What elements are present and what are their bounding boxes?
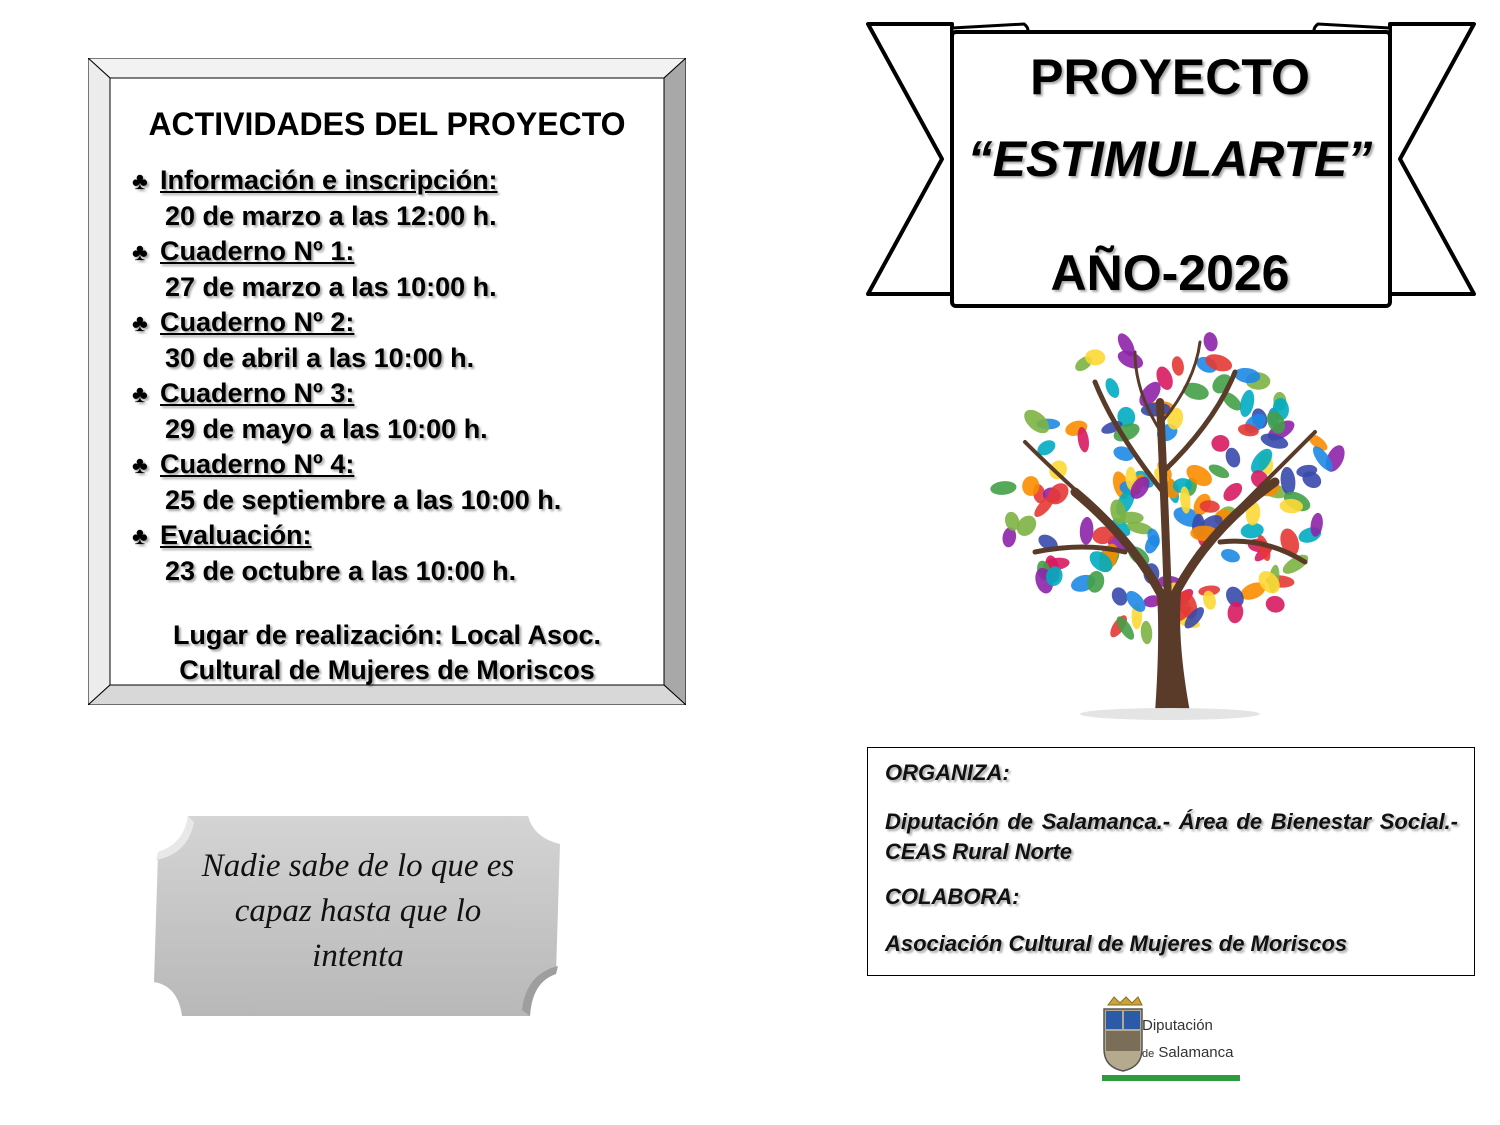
banner-year: AÑO-2026 — [1050, 245, 1290, 301]
list-item — [132, 163, 662, 234]
item-date: 30 de abril a las 10:00 h. — [165, 343, 475, 373]
organiza-text: Diputación de Salamanca.- Área de Bienestar Social.- CEAS Rural Norte — [885, 809, 1458, 864]
activities-panel — [88, 58, 686, 705]
place-line-2: Cultural de Mujeres de Moriscos — [179, 655, 595, 685]
hand-tree-illustration — [985, 312, 1355, 722]
place-line-1: Lugar de realización: Local Asoc. — [172, 620, 602, 650]
item-date: 23 de octubre a las 10:00 h. — [165, 556, 517, 586]
hand-leaf-icon — [1046, 457, 1070, 482]
hand-leaf-icon — [1220, 479, 1246, 504]
item-label: Evaluación: — [160, 520, 312, 550]
hand-leaf-icon — [1079, 517, 1094, 545]
club-icon: ♣ — [132, 168, 148, 195]
hand-leaf-icon — [1219, 547, 1241, 565]
hand-leaf-icon — [1181, 380, 1211, 402]
title-banner — [864, 18, 1478, 310]
hand-leaf-icon — [1140, 621, 1153, 645]
item-label: Cuaderno Nº 1: — [160, 236, 355, 266]
hand-leaf-icon — [1211, 435, 1229, 452]
item-date: 20 de marzo a las 12:00 h. — [165, 201, 497, 231]
quote-line-2: capaz hasta que lo — [234, 893, 482, 929]
list-item — [132, 447, 662, 518]
item-label: Información e inscripción: — [160, 165, 498, 195]
hand-leaf-icon — [1264, 594, 1286, 614]
item-label: Cuaderno Nº 2: — [160, 307, 355, 337]
item-date: 27 de marzo a las 10:00 h. — [165, 272, 497, 302]
item-label: Cuaderno Nº 3: — [160, 378, 355, 408]
list-item — [132, 376, 662, 447]
hand-leaf-icon — [1202, 331, 1219, 353]
colabora-heading: COLABORA: — [885, 884, 1020, 909]
list-item — [132, 518, 662, 589]
club-icon: ♣ — [132, 381, 148, 408]
shield-icon — [1100, 995, 1242, 1083]
logo-text-line-1: Diputación — [1142, 1017, 1213, 1034]
item-date: 25 de septiembre a las 10:00 h. — [165, 485, 562, 515]
place-text — [110, 618, 664, 688]
colabora-text: Asociación Cultural de Mujeres de Moriscos — [885, 931, 1348, 956]
quote-line-1: Nadie sabe de lo que es — [201, 848, 515, 884]
quote-plaque — [152, 814, 564, 1018]
organizers-box — [867, 747, 1475, 976]
list-item — [132, 305, 662, 376]
club-icon: ♣ — [132, 523, 148, 550]
banner-title-line-2: “ESTIMULARTE” — [967, 131, 1373, 187]
diputacion-logo — [1100, 995, 1242, 1083]
item-date: 29 de mayo a las 10:00 h. — [165, 414, 488, 444]
hand-leaf-icon — [1171, 355, 1186, 376]
activities-title: ACTIVIDADES DEL PROYECTO — [148, 106, 626, 142]
hand-leaf-icon — [990, 480, 1017, 496]
activities-list — [132, 163, 662, 589]
logo-name: Salamanca — [1158, 1044, 1234, 1061]
logo-text-line-2 — [1142, 1044, 1233, 1061]
club-icon: ♣ — [132, 239, 148, 266]
hand-leaf-icon — [1103, 376, 1122, 400]
club-icon: ♣ — [132, 452, 148, 479]
quote-text — [192, 844, 524, 979]
item-label: Cuaderno Nº 4: — [160, 449, 355, 479]
club-icon: ♣ — [132, 310, 148, 337]
hand-leaf-icon — [1085, 569, 1106, 594]
organiza-heading: ORGANIZA: — [885, 760, 1010, 785]
logo-prefix: de — [1142, 1048, 1155, 1060]
banner-title-line-1: PROYECTO — [1030, 49, 1310, 105]
quote-line-3: intenta — [312, 938, 404, 974]
list-item — [132, 234, 662, 305]
